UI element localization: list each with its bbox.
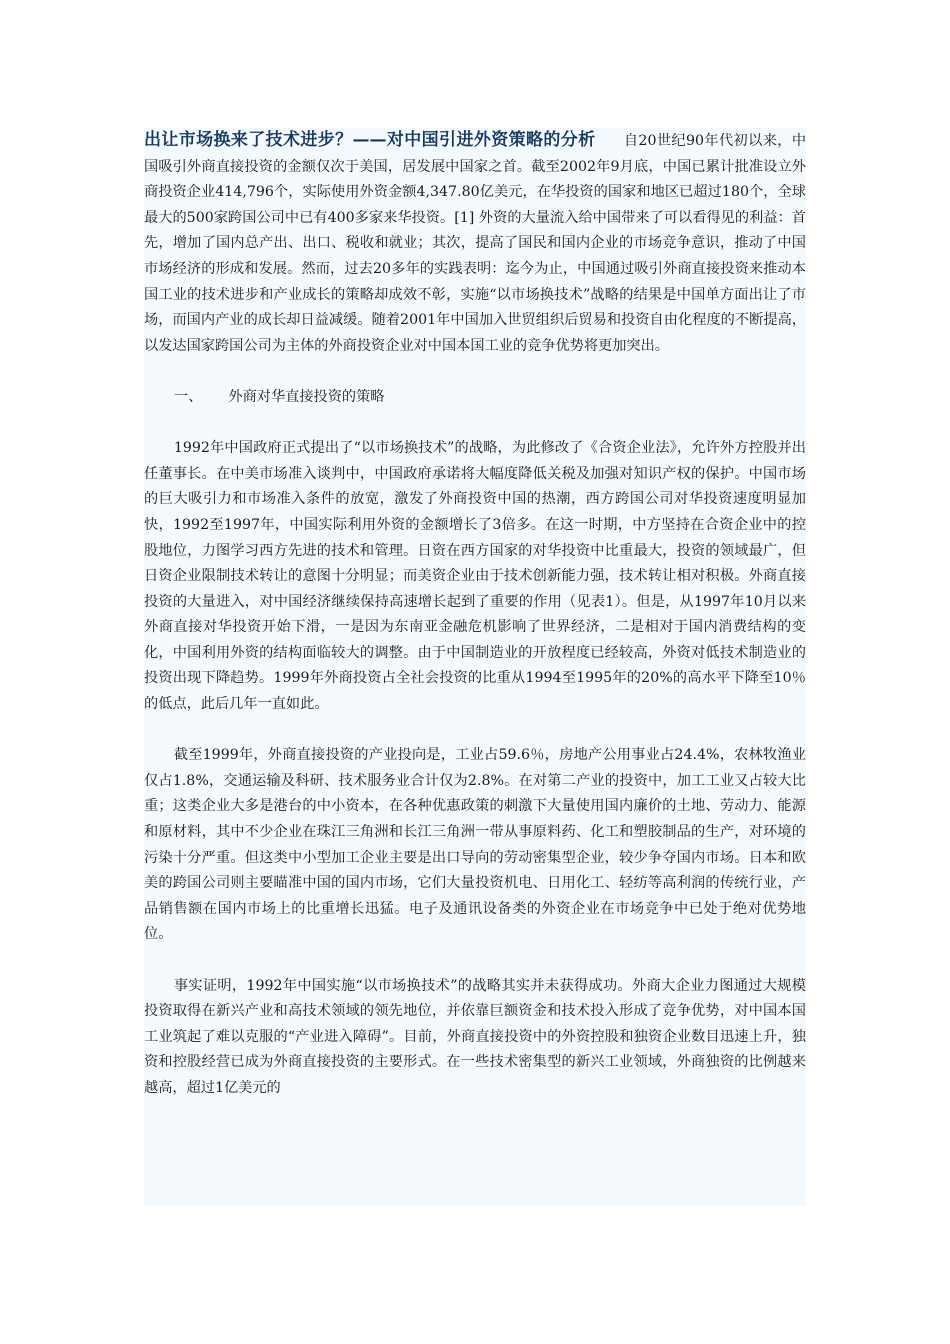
- intro-text: 自20世纪90年代初以来，中国吸引外商直接投资的金额仅次于美国，居发展中国家之首。截至2002年9月底，中国已累计批准设立外商投资企业414,796个，实际使用外资金额4,347.80亿美元，在华投资的国家和地区已超过180个，全球最大的500家跨国公司中已有400多家来华投资。[1] 外资的大量流入给中国带来了可以看得见的利益：首先，增加了国内总产出、出口、税收和就业；其次，提高了国民和国内企业的市场竞争意识，推动了中国市场经济的形成和发展。然而，过去20多年的实践表明：迄今为止，中国通过吸引外商直接投资来推动本国工业的技术进步和产业成长的策略却成效不彰，实施“以市场换技术”战略的结果是中国单方面出让了市场，而国内产业的成长却日益减缓。随着2001年中国加入世贸组织后贸易和投资自由化程度的不断提高，以发达国家跨国公司为主体的外商投资企业对中国本国工业的竞争优势将更加突出。: [144, 133, 806, 354]
- article-title: 出让市场换来了技术进步？——对中国引进外资策略的分析: [144, 130, 596, 150]
- section-heading: [144, 385, 806, 411]
- body-paragraph-2: 截至1999年，外商直接投资的产业投向是，工业占59.6％，房地产公用事业占24.4%，农林牧渔业仅占1.8%，交通运输及科研、技术服务业合计仅为2.8%。在对第二产业的投资中，加工工业又占较大比重；这类企业大多是港台的中小资本，在各种优惠政策的刺激下大量使用国内廉价的土地、劳动力、能源和原材料，其中不少企业在珠江三角洲和长江三角洲一带从事原料药、化工和塑胶制品的生产，对环境的污染十分严重。但这类中小型加工企业主要是出口导向的劳动密集型企业，较少争夺国内市场。日本和欧美的跨国公司则主要瞄准中国的国内市场，它们大量投资机电、日用化工、轻纺等高利润的传统行业，产品销售额在国内市场上的比重增长迅猛。电子及通讯设备类的外资企业在市场竞争中已处于绝对优势地位。: [144, 747, 806, 943]
- intro-paragraph: [144, 128, 806, 359]
- body-paragraph-3: 事实证明，1992年中国实施“以市场换技术”的战略其实并未获得成功。外商大企业力图通过大规模投资取得在新兴产业和高技术领域的领先地位，并依靠巨额资金和技术投入形成了竞争优势，对中国本国工业筑起了难以克服的“产业进入障碍”。目前，外商直接投资中的外资控股和独资企业数目迅速上升，独资和控股经营已成为外商直接投资的主要形式。在一些技术密集型的新兴工业领域，外商独资的比例越来越高，超过1亿美元的: [144, 977, 806, 1096]
- section-title: 外商对华直接投资的策略: [228, 388, 385, 405]
- section-number: 一、: [174, 388, 203, 405]
- document-body: [144, 128, 806, 1206]
- body-paragraph-1: 1992年中国政府正式提出了“以市场换技术”的战略，为此修改了《合资企业法》，允许外方控股并出任董事长。在中美市场准入谈判中，中国政府承诺将大幅度降低关税及加强对知识产权的保护。中国市场的巨大吸引力和市场准入条件的放宽，激发了外商投资中国的热潮，西方跨国公司对华投资速度明显加快，1992至1997年，中国实际利用外资的金额增长了3倍多。在这一时期，中方坚持在合资企业中的控股地位，力图学习西方先进的技术和管理。日资在西方国家的对华投资中比重最大，投资的领域最广，但日资企业限制技术转让的意图十分明显；而美资企业由于技术创新能力强，技术转让相对积极。外商直接投资的大量进入，对中国经济继续保持高速增长起到了重要的作用（见表1）。但是，从1997年10月以来外商直接对华投资开始下滑，一是因为东南亚金融危机影响了世界经济，二是相对于国内消费结构的变化，中国利用外资的结构面临较大的调整。由于中国制造业的开放程度已经较高，外资对低技术制造业的投资出现下降趋势。1999年外商投资占全社会投资的比重从1994至1995年的20%的高水平下降至10％的低点，此后几年一直如此。: [144, 440, 806, 713]
